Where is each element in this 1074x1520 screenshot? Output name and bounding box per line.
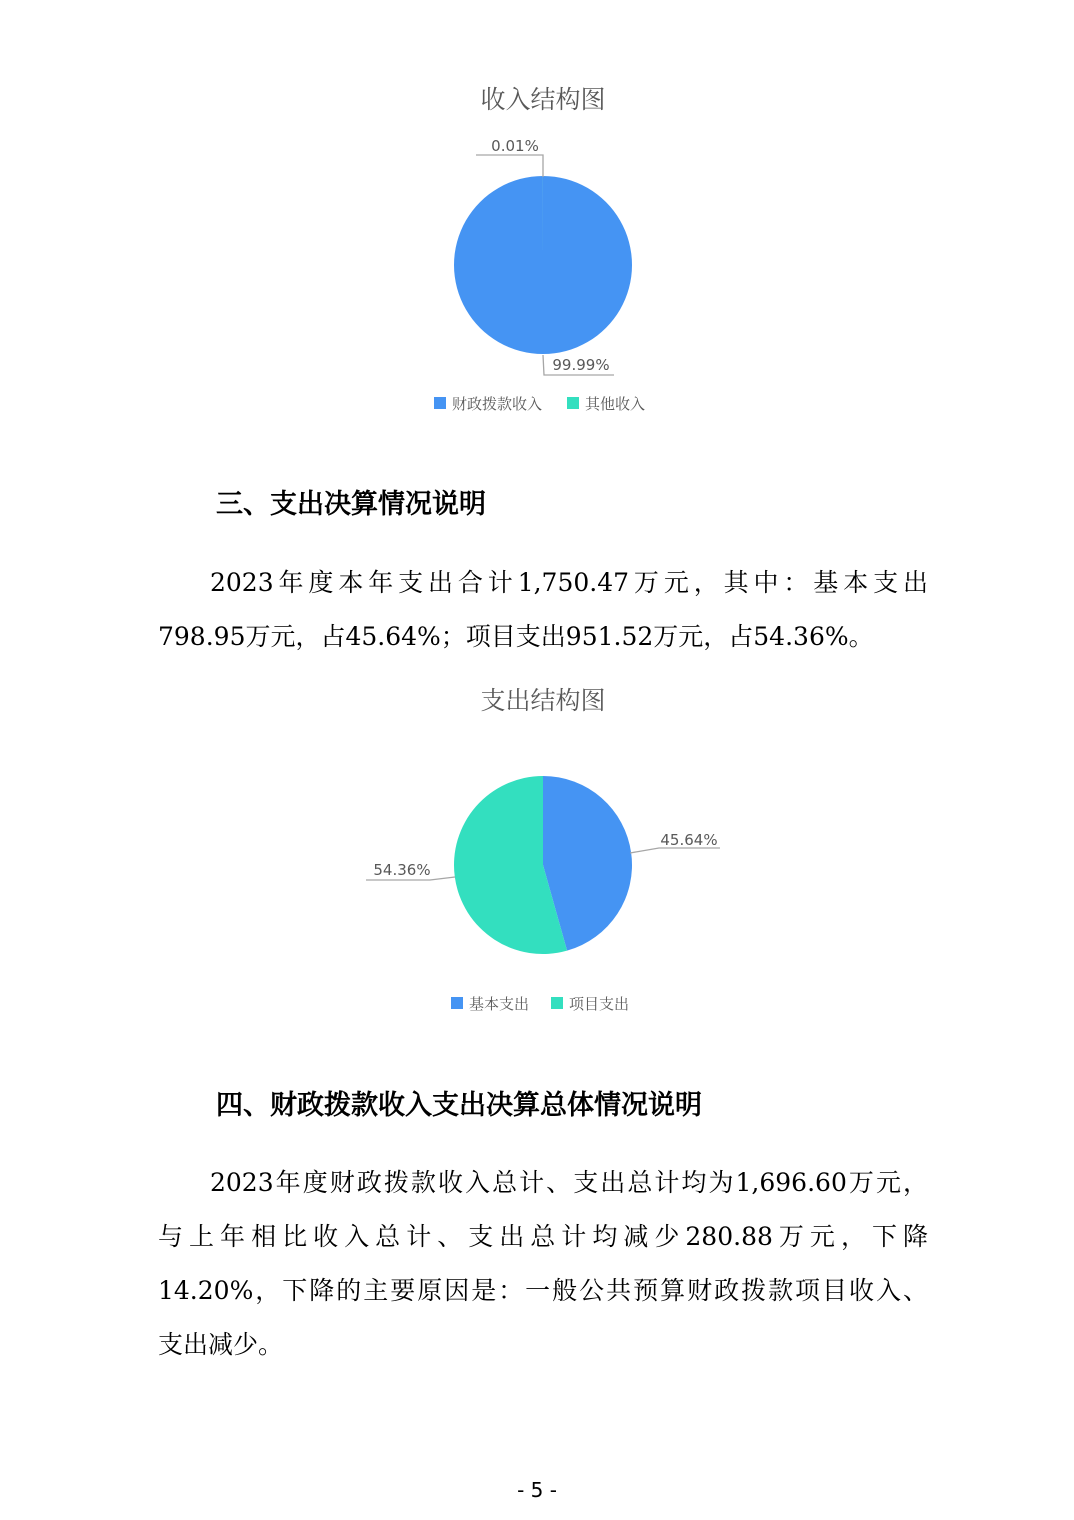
data-label-other-income: 0.01% bbox=[491, 137, 539, 155]
legend-swatch-project-expenditure bbox=[551, 997, 563, 1009]
paragraph-line: 2023年度财政拨款收入总计、支出总计均为1,696.60万元， bbox=[210, 1168, 928, 1197]
data-label-fiscal-income: 99.99% bbox=[552, 356, 610, 374]
paragraph-line: 14.20%，下降的主要原因是：一般公共预算财政拨款项目收入、 bbox=[158, 1276, 928, 1305]
legend-label-other-income: 其他收入 bbox=[585, 395, 646, 413]
data-label-basic-expenditure: 45.64% bbox=[660, 831, 718, 849]
legend-label-project-expenditure: 项目支出 bbox=[569, 995, 630, 1013]
leader-line-other-income bbox=[476, 155, 543, 177]
pie-slices bbox=[454, 176, 632, 354]
paragraph-line: 2023年度本年支出合计1,750.47万元，其中：基本支出 bbox=[210, 568, 928, 597]
legend-swatch-other-income bbox=[567, 397, 579, 409]
legend-swatch-basic-expenditure bbox=[451, 997, 463, 1009]
pie-slice-0 bbox=[454, 176, 632, 354]
page-number: - 5 - bbox=[517, 1478, 557, 1502]
section-heading-fiscal-overview: 四、财政拨款收入支出决算总体情况说明 bbox=[216, 1090, 702, 1121]
legend-label-fiscal-income: 财政拨款收入 bbox=[452, 395, 543, 413]
expenditure-structure-chart bbox=[0, 670, 1074, 1030]
data-label-project-expenditure: 54.36% bbox=[373, 861, 431, 879]
pie-slices bbox=[454, 776, 632, 954]
chart-title: 支出结构图 bbox=[480, 686, 606, 715]
paragraph-line: 与上年相比收入总计、支出总计均减少280.88万元，下降 bbox=[158, 1222, 928, 1251]
legend-label-basic-expenditure: 基本支出 bbox=[469, 995, 530, 1013]
legend-swatch-fiscal-income bbox=[434, 397, 446, 409]
chart-title: 收入结构图 bbox=[480, 85, 606, 114]
paragraph-expenditure bbox=[158, 556, 928, 664]
section-heading-expenditure: 三、支出决算情况说明 bbox=[216, 489, 486, 520]
income-structure-chart bbox=[0, 70, 1074, 430]
paragraph-fiscal-overview bbox=[158, 1156, 928, 1372]
paragraph-line: 798.95万元，占45.64%；项目支出951.52万元，占54.36%。 bbox=[158, 622, 874, 651]
paragraph-line: 支出减少。 bbox=[158, 1330, 284, 1359]
